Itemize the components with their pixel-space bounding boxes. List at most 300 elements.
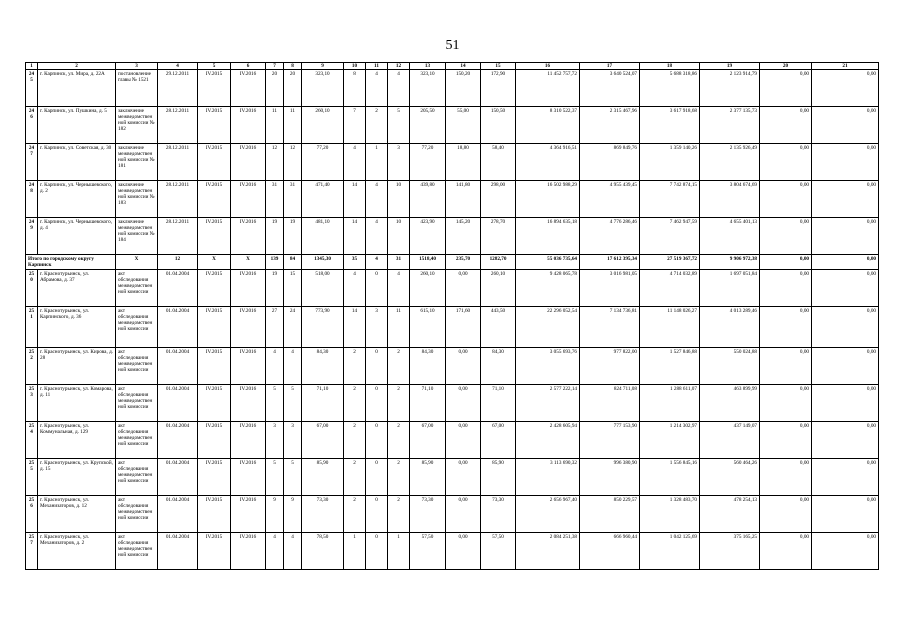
fund-share: 4 955 439,45	[580, 181, 640, 218]
recognition-date: 01.04.2004	[158, 459, 198, 496]
column-number: 5	[198, 63, 231, 70]
basis-document: заключение межведомственной комиссии № 184	[116, 218, 158, 255]
local-share: 478 254,13	[700, 496, 760, 533]
extra-funds: 0,00	[760, 107, 812, 144]
area-municipal: 150,50	[481, 107, 516, 144]
local-share: 375 165,25	[700, 533, 760, 570]
recognition-date: 01.04.2004	[158, 422, 198, 459]
table-row	[26, 144, 879, 181]
column-number: 15	[481, 63, 516, 70]
premises-municipal: 11	[388, 307, 410, 348]
area-total: 481,10	[302, 218, 344, 255]
address: г. Краснотурьинск, ул. Механизаторов, д. 12	[38, 496, 116, 533]
planned-end: IV.2016	[231, 459, 266, 496]
recognition-date: 28.12.2011	[158, 181, 198, 218]
other-funds: 0,00	[812, 107, 879, 144]
column-number: 12	[388, 63, 410, 70]
total-premises-owned: 4	[366, 255, 388, 270]
area-relocated: 439,80	[410, 181, 446, 218]
total-cost: 4 364 916,51	[516, 144, 580, 181]
total-other-funds: 0,00	[812, 255, 879, 270]
fund-share: 777 153,90	[580, 422, 640, 459]
area-municipal: 443,50	[481, 307, 516, 348]
column-number: 13	[410, 63, 446, 70]
planned-end: IV.2016	[231, 70, 266, 107]
local-share: 2 377 135,73	[700, 107, 760, 144]
fund-share: 666 960,44	[580, 533, 640, 570]
total-premises-count: 35	[344, 255, 366, 270]
fund-share: 4 776 286,46	[580, 218, 640, 255]
premises-municipal: 4	[388, 270, 410, 307]
premises-owned: 4	[366, 181, 388, 218]
area-relocated: 260,10	[410, 270, 446, 307]
premises-count: 4	[344, 144, 366, 181]
premises-municipal: 2	[388, 496, 410, 533]
basis-document: акт обследования межведомственной комиссии	[116, 422, 158, 459]
premises-count: 14	[344, 218, 366, 255]
premises-count: 2	[344, 348, 366, 385]
local-share: 2 123 914,79	[700, 70, 760, 107]
other-funds: 0,00	[812, 181, 879, 218]
premises-count: 2	[344, 385, 366, 422]
extra-funds: 0,00	[760, 270, 812, 307]
column-number: 4	[158, 63, 198, 70]
area-relocated: 57,50	[410, 533, 446, 570]
recognition-date: 01.04.2004	[158, 307, 198, 348]
residents-count: 20	[266, 70, 284, 107]
table-row	[26, 270, 879, 307]
premises-owned: 0	[366, 533, 388, 570]
premises-count: 4	[344, 270, 366, 307]
area-relocated: 85,90	[410, 459, 446, 496]
local-share: 4 013 289,46	[700, 307, 760, 348]
planned-end: IV.2016	[231, 422, 266, 459]
premises-municipal: 2	[388, 459, 410, 496]
residents-count: 4	[266, 348, 284, 385]
premises-owned: 0	[366, 348, 388, 385]
planned-end: IV.2016	[231, 270, 266, 307]
residents-count: 5	[266, 459, 284, 496]
extra-funds: 0,00	[760, 70, 812, 107]
basis-document: заключение межведомственной комиссии № 183	[116, 181, 158, 218]
area-municipal: 84,30	[481, 348, 516, 385]
premises-owned: 0	[366, 385, 388, 422]
row-number: 250	[26, 270, 38, 307]
table-row	[26, 422, 879, 459]
column-number: 9	[302, 63, 344, 70]
page-number: 51	[445, 38, 460, 53]
basis-document: акт обследования межведомственной комиссии	[116, 496, 158, 533]
area-relocated: 84,30	[410, 348, 446, 385]
area-municipal: 58,40	[481, 144, 516, 181]
row-number: 248	[26, 181, 38, 218]
total-extra-funds: 0,00	[760, 255, 812, 270]
area-relocated: 423,90	[410, 218, 446, 255]
recognition-date: 01.04.2004	[158, 348, 198, 385]
area-owned: 0,00	[446, 496, 481, 533]
planned-end: IV.2016	[231, 385, 266, 422]
premises-owned: 4	[366, 70, 388, 107]
residents-count: 5	[266, 385, 284, 422]
extra-funds: 0,00	[760, 459, 812, 496]
column-number: 11	[366, 63, 388, 70]
basis-document: акт обследования межведомственной комиссии	[116, 307, 158, 348]
table-row	[26, 348, 879, 385]
residents-count: 9	[266, 496, 284, 533]
planned-end: IV.2016	[231, 181, 266, 218]
table-row	[26, 218, 879, 255]
area-owned: 18,80	[446, 144, 481, 181]
recognition-date: 01.04.2004	[158, 270, 198, 307]
planned-start: IV.2015	[198, 385, 231, 422]
regional-share: 11 148 026,27	[640, 307, 700, 348]
fund-share: 996 380,90	[580, 459, 640, 496]
total-basis-document: X	[116, 255, 158, 270]
other-funds: 0,00	[812, 533, 879, 570]
fund-share: 3 640 524,07	[580, 70, 640, 107]
area-relocated: 67,00	[410, 422, 446, 459]
residents-relocated: 12	[284, 144, 302, 181]
table-row	[26, 385, 879, 422]
basis-document: заключение межведомственной комиссии № 181	[116, 144, 158, 181]
area-owned: 0,00	[446, 270, 481, 307]
address: г. Краснотурьинск, ул. Кирова, д. 28	[38, 348, 116, 385]
other-funds: 0,00	[812, 307, 879, 348]
residents-relocated: 5	[284, 459, 302, 496]
residents-relocated: 4	[284, 348, 302, 385]
premises-count: 2	[344, 422, 366, 459]
total-local-share: 9 906 972,38	[700, 255, 760, 270]
fund-share: 824 711,08	[580, 385, 640, 422]
table-row	[26, 307, 879, 348]
extra-funds: 0,00	[760, 533, 812, 570]
address: г. Карпинск, ул. Мира, д. 22А	[38, 70, 116, 107]
column-number: 14	[446, 63, 481, 70]
area-municipal: 260,10	[481, 270, 516, 307]
planned-start: IV.2015	[198, 181, 231, 218]
recognition-date: 29.12.2011	[158, 70, 198, 107]
planned-start: IV.2015	[198, 70, 231, 107]
residents-count: 31	[266, 181, 284, 218]
premises-owned: 4	[366, 218, 388, 255]
recognition-date: 28.12.2011	[158, 144, 198, 181]
planned-end: IV.2016	[231, 107, 266, 144]
area-total: 73,30	[302, 496, 344, 533]
regional-share: 1 288 611,07	[640, 385, 700, 422]
basis-document: акт обследования межведомственной комиссии	[116, 348, 158, 385]
local-share: 463 899,99	[700, 385, 760, 422]
local-share: 2 135 926,49	[700, 144, 760, 181]
area-owned: 150,20	[446, 70, 481, 107]
premises-owned: 0	[366, 270, 388, 307]
area-total: 85,90	[302, 459, 344, 496]
planned-end: IV.2016	[231, 307, 266, 348]
regional-share: 4 714 032,89	[640, 270, 700, 307]
premises-count: 2	[344, 459, 366, 496]
table-row	[26, 181, 879, 218]
extra-funds: 0,00	[760, 144, 812, 181]
area-owned: 171,60	[446, 307, 481, 348]
total-cost: 2 656 967,40	[516, 496, 580, 533]
basis-document: акт обследования межведомственной комиссии	[116, 270, 158, 307]
residents-relocated: 20	[284, 70, 302, 107]
extra-funds: 0,00	[760, 181, 812, 218]
column-number: 16	[516, 63, 580, 70]
residents-relocated: 11	[284, 107, 302, 144]
fund-share: 869 849,76	[580, 144, 640, 181]
other-funds: 0,00	[812, 144, 879, 181]
column-number: 3	[116, 63, 158, 70]
other-funds: 0,00	[812, 70, 879, 107]
residents-count: 3	[266, 422, 284, 459]
extra-funds: 0,00	[760, 348, 812, 385]
fund-share: 3 016 981,05	[580, 270, 640, 307]
recognition-date: 01.04.2004	[158, 496, 198, 533]
column-number-row	[26, 63, 879, 70]
recognition-date: 28.12.2011	[158, 107, 198, 144]
total-cost: 16 502 988,29	[516, 181, 580, 218]
area-total: 323,10	[302, 70, 344, 107]
total-cost: 3 113 690,32	[516, 459, 580, 496]
premises-count: 14	[344, 307, 366, 348]
area-relocated: 205,50	[410, 107, 446, 144]
planned-start: IV.2015	[198, 270, 231, 307]
fund-share: 977 822,00	[580, 348, 640, 385]
other-funds: 0,00	[812, 270, 879, 307]
residents-relocated: 24	[284, 307, 302, 348]
address: г. Краснотурьинск, ул. Крупской, д. 15	[38, 459, 116, 496]
table-body	[26, 63, 879, 570]
premises-municipal: 2	[388, 422, 410, 459]
area-owned: 145,20	[446, 218, 481, 255]
extra-funds: 0,00	[760, 307, 812, 348]
basis-document: акт обследования межведомственной комиссии	[116, 459, 158, 496]
regional-share: 7 742 874,15	[640, 181, 700, 218]
residents-relocated: 9	[284, 496, 302, 533]
premises-municipal: 2	[388, 348, 410, 385]
area-relocated: 77,20	[410, 144, 446, 181]
premises-count: 8	[344, 70, 366, 107]
planned-end: IV.2016	[231, 496, 266, 533]
residents-count: 11	[266, 107, 284, 144]
premises-municipal: 5	[388, 107, 410, 144]
address: г. Краснотурьинск, ул. Карпинского, д. 36	[38, 307, 116, 348]
row-number: 251	[26, 307, 38, 348]
row-number: 252	[26, 348, 38, 385]
planned-start: IV.2015	[198, 144, 231, 181]
local-share: 3 804 674,69	[700, 181, 760, 218]
residents-relocated: 5	[284, 385, 302, 422]
total-cost: 11 452 757,72	[516, 70, 580, 107]
row-number: 253	[26, 385, 38, 422]
planned-start: IV.2015	[198, 459, 231, 496]
area-total: 260,10	[302, 107, 344, 144]
planned-end: IV.2016	[231, 348, 266, 385]
fund-share: 2 315 467,96	[580, 107, 640, 144]
basis-document: акт обследования межведомственной комиссии	[116, 533, 158, 570]
area-municipal: 67,00	[481, 422, 516, 459]
premises-count: 2	[344, 496, 366, 533]
other-funds: 0,00	[812, 496, 879, 533]
row-number: 254	[26, 422, 38, 459]
row-number: 247	[26, 144, 38, 181]
table-row	[26, 533, 879, 570]
other-funds: 0,00	[812, 348, 879, 385]
total-planned-end: X	[231, 255, 266, 270]
premises-municipal: 3	[388, 144, 410, 181]
total-residents-relocated: 84	[284, 255, 302, 270]
residents-relocated: 19	[284, 218, 302, 255]
area-municipal: 85,90	[481, 459, 516, 496]
area-total: 471,40	[302, 181, 344, 218]
residents-count: 19	[266, 218, 284, 255]
total-cost: 2 577 222,14	[516, 385, 580, 422]
row-number: 256	[26, 496, 38, 533]
column-number: 19	[700, 63, 760, 70]
address: г. Карпинск, ул. Чернышевского, д. 4	[38, 218, 116, 255]
column-number: 1	[26, 63, 38, 70]
column-number: 10	[344, 63, 366, 70]
other-funds: 0,00	[812, 218, 879, 255]
total-area-relocated: 1518,40	[410, 255, 446, 270]
premises-municipal: 10	[388, 181, 410, 218]
regional-share: 1 556 845,16	[640, 459, 700, 496]
planned-end: IV.2016	[231, 144, 266, 181]
residents-relocated: 15	[284, 270, 302, 307]
area-municipal: 278,70	[481, 218, 516, 255]
area-owned: 0,00	[446, 348, 481, 385]
planned-start: IV.2015	[198, 422, 231, 459]
recognition-date: 01.04.2004	[158, 385, 198, 422]
area-total: 84,30	[302, 348, 344, 385]
column-number: 18	[640, 63, 700, 70]
regional-share: 1 527 846,88	[640, 348, 700, 385]
total-fund-share: 17 612 395,34	[580, 255, 640, 270]
area-total: 518,00	[302, 270, 344, 307]
regional-share: 7 462 947,59	[640, 218, 700, 255]
row-number: 246	[26, 107, 38, 144]
address: г. Краснотурьинск, ул. Комарова, д. 11	[38, 385, 116, 422]
planned-start: IV.2015	[198, 307, 231, 348]
area-municipal: 73,30	[481, 496, 516, 533]
premises-count: 14	[344, 181, 366, 218]
local-share: 4 655 401,13	[700, 218, 760, 255]
premises-municipal: 10	[388, 218, 410, 255]
recognition-date: 28.12.2011	[158, 218, 198, 255]
premises-count: 1	[344, 533, 366, 570]
premises-owned: 0	[366, 496, 388, 533]
regional-share: 5 688 318,86	[640, 70, 700, 107]
area-total: 77,20	[302, 144, 344, 181]
extra-funds: 0,00	[760, 422, 812, 459]
area-owned: 0,00	[446, 459, 481, 496]
residents-count: 4	[266, 533, 284, 570]
regional-share: 3 617 918,68	[640, 107, 700, 144]
total-cost: 9 428 065,78	[516, 270, 580, 307]
address: г. Карпинск, ул. Чернышевского, д. 2	[38, 181, 116, 218]
total-cost: 3 055 693,76	[516, 348, 580, 385]
local-share: 550 024,88	[700, 348, 760, 385]
area-municipal: 71,10	[481, 385, 516, 422]
total-premises-municipal: 31	[388, 255, 410, 270]
total-cost: 2 428 605,94	[516, 422, 580, 459]
row-number: 245	[26, 70, 38, 107]
local-share: 1 697 051,84	[700, 270, 760, 307]
area-relocated: 323,10	[410, 70, 446, 107]
area-owned: 0,00	[446, 533, 481, 570]
row-number: 249	[26, 218, 38, 255]
address: г. Краснотурьинск, ул. Абрамова, д. 37	[38, 270, 116, 307]
planned-start: IV.2015	[198, 107, 231, 144]
basis-document: заключение межведомственной комиссии № 182	[116, 107, 158, 144]
planned-start: IV.2015	[198, 218, 231, 255]
regional-share: 1 042 125,69	[640, 533, 700, 570]
address: г. Краснотурьинск, ул. Механизаторов, д. 2	[38, 533, 116, 570]
residents-count: 27	[266, 307, 284, 348]
area-municipal: 57,50	[481, 533, 516, 570]
address: г. Краснотурьинск, ул. Коммунальная, д. 129	[38, 422, 116, 459]
premises-owned: 2	[366, 107, 388, 144]
area-owned: 141,80	[446, 181, 481, 218]
premises-municipal: 2	[388, 385, 410, 422]
local-share: 560 464,26	[700, 459, 760, 496]
premises-count: 7	[344, 107, 366, 144]
premises-owned: 1	[366, 144, 388, 181]
premises-municipal: 4	[388, 70, 410, 107]
extra-funds: 0,00	[760, 385, 812, 422]
premises-municipal: 1	[388, 533, 410, 570]
area-total: 773,90	[302, 307, 344, 348]
table-row	[26, 459, 879, 496]
area-total: 78,50	[302, 533, 344, 570]
table-row	[26, 70, 879, 107]
column-number: 8	[284, 63, 302, 70]
planned-end: IV.2016	[231, 218, 266, 255]
planned-end: IV.2016	[231, 533, 266, 570]
basis-document: постановление главы № 1521	[116, 70, 158, 107]
residents-relocated: 31	[284, 181, 302, 218]
regional-share: 1 214 302,97	[640, 422, 700, 459]
area-relocated: 73,30	[410, 496, 446, 533]
local-share: 437 149,07	[700, 422, 760, 459]
table-row	[26, 107, 879, 144]
extra-funds: 0,00	[760, 218, 812, 255]
planned-start: IV.2015	[198, 348, 231, 385]
housing-register-table	[25, 62, 879, 570]
premises-owned: 3	[366, 307, 388, 348]
area-relocated: 615,10	[410, 307, 446, 348]
regional-share: 1 359 140,26	[640, 144, 700, 181]
residents-relocated: 3	[284, 422, 302, 459]
other-funds: 0,00	[812, 385, 879, 422]
area-total: 67,00	[302, 422, 344, 459]
recognition-date: 01.04.2004	[158, 533, 198, 570]
area-municipal: 298,00	[481, 181, 516, 218]
total-residents-count: 139	[266, 255, 284, 270]
total-cost: 8 310 522,37	[516, 107, 580, 144]
residents-relocated: 4	[284, 533, 302, 570]
premises-owned: 0	[366, 422, 388, 459]
fund-share: 7 134 736,81	[580, 307, 640, 348]
total-area-owned: 235,70	[446, 255, 481, 270]
basis-document: акт обследования межведомственной комиссии	[116, 385, 158, 422]
total-cost: 22 296 052,54	[516, 307, 580, 348]
area-owned: 0,00	[446, 422, 481, 459]
planned-start: IV.2015	[198, 533, 231, 570]
regional-share: 1 328 483,70	[640, 496, 700, 533]
residents-count: 19	[266, 270, 284, 307]
table-row	[26, 496, 879, 533]
